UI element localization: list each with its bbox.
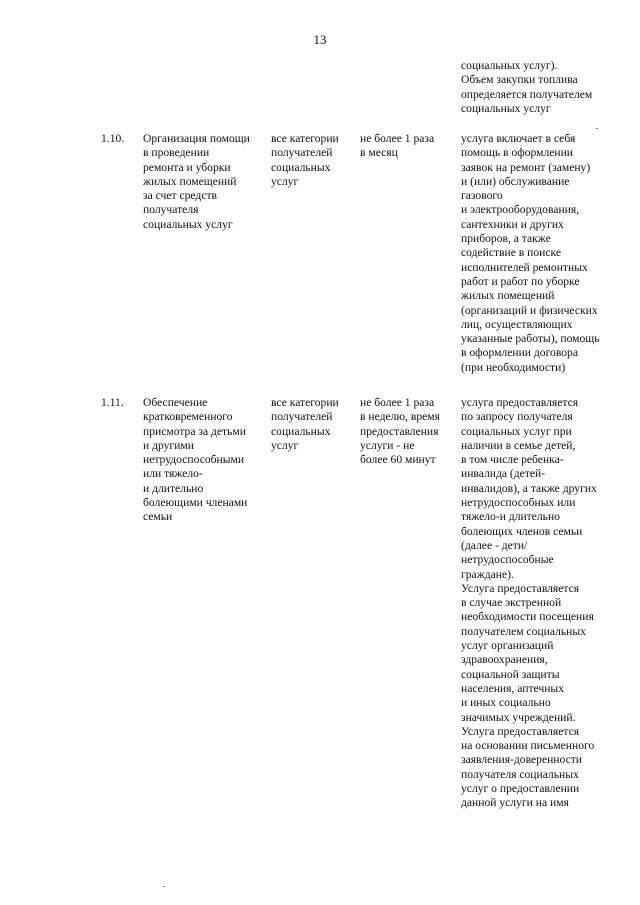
page-number: 13	[313, 32, 327, 47]
service-name: Организация помощи в проведении ремонта и уборки жилых помещений за счет средств получателя социальных услуг	[143, 132, 250, 231]
scan-speck	[163, 886, 165, 887]
recipient-category: все категории получателей социальных услуг	[271, 132, 339, 188]
service-frequency: не более 1 раза в месяц	[360, 132, 435, 160]
service-description: услуга предоставляется по запросу получателя социальных услуг при наличии в семье детей, в том числе ребенка- инвалида (детей- инвалидов), а также других нетрудоспособных или тяжело-и длительно болеющих членов семьи (далее - дети/ нетрудоспособные граждане). Услуга предоставляется в случае экстренной необходимости посещения получателем социальных услуг организаций здравоохранения, социальной защиты населения, аптечных и иных социально значимых учреждений. Услуга предоставляется на основании письменного заявления-доверенности получателя социальных услуг о предоставлении данной услуги на имя	[461, 396, 597, 810]
scan-speck	[596, 128, 598, 129]
row-number: 1.10.	[101, 132, 125, 145]
row-number: 1.11.	[101, 396, 124, 409]
service-frequency: не более 1 раза в неделю, время предоставления услуги - не более 60 минут	[360, 396, 440, 467]
recipient-category: все категории получателей социальных услуг	[271, 396, 339, 452]
continued-description: социальных услуг). Объем закупки топлива определяется получателем социальных услуг	[461, 59, 593, 115]
service-description: услуга включает в себя помощь в оформлении заявок на ремонт (замену) и (или) обслуживание газового и электрооборудования, сантехники и других приборов, а также содействие в поиске исполнителей ремонтных работ и работ по уборке жилых помещений (организаций и физических лиц, осуществляющих указанные работы), помощь в оформлении договора (при необходимости)	[461, 132, 600, 374]
service-name: Обеспечение кратковременного присмотра за детьми и другими нетрудоспособными или тяжело- и длительно болеющими членами семьи	[143, 396, 248, 524]
